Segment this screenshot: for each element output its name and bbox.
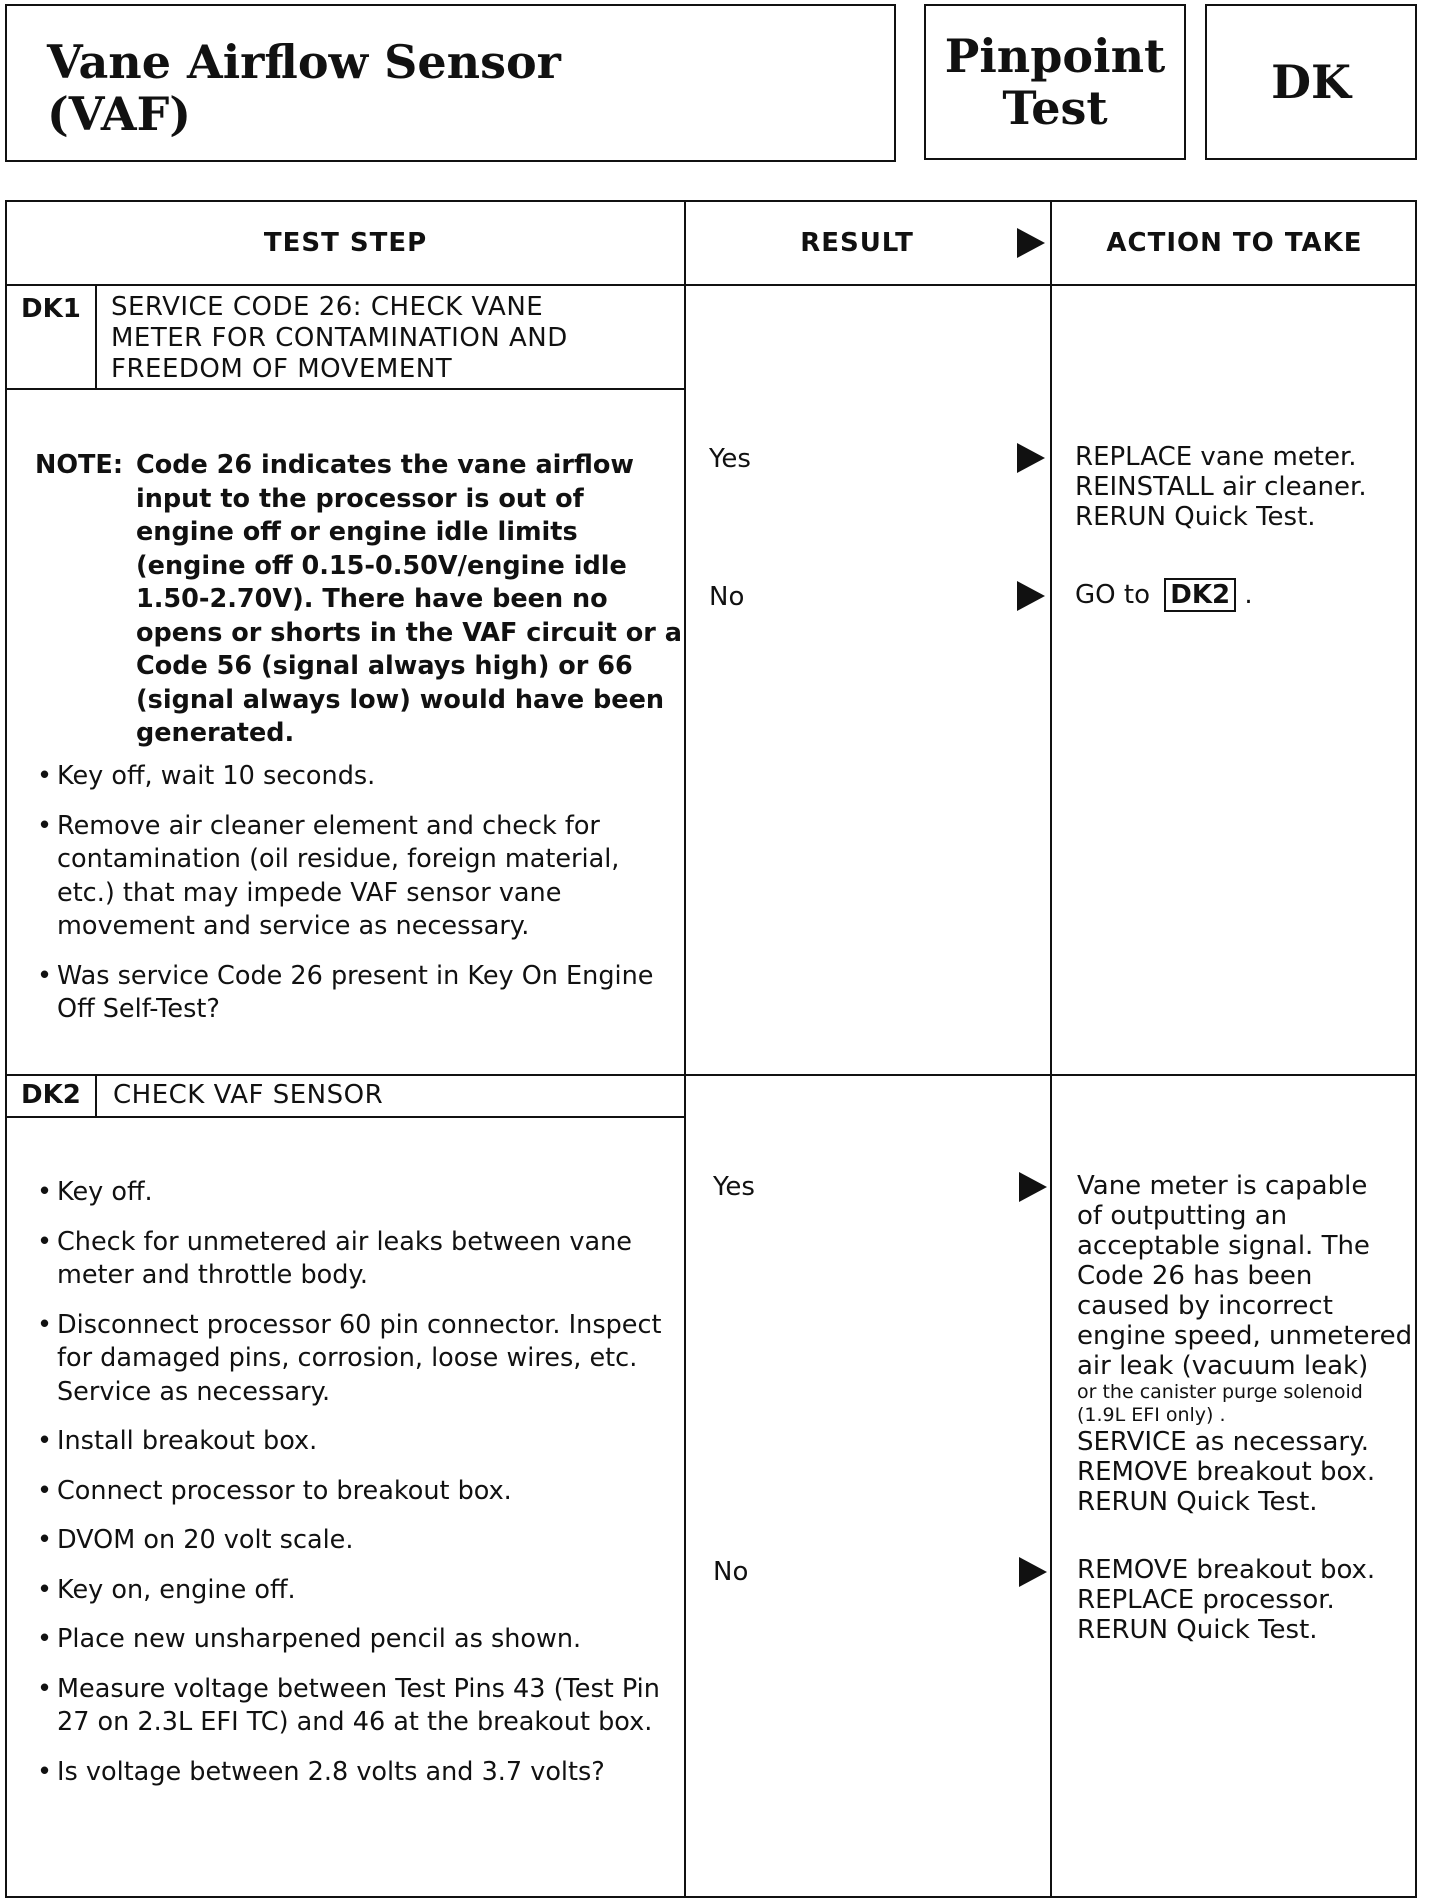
list-item: • Disconnect processor 60 pin connector. Inspect for damaged pins, corrosion, loose wires, etc. Service as necessary.: [37, 1309, 677, 1410]
goto-text: GO to: [1075, 580, 1150, 610]
arrow-icon: [1017, 443, 1045, 473]
dk2-action-yes: [1077, 1171, 1412, 1517]
test-type-box: [924, 4, 1186, 160]
arrow-icon: [1019, 1172, 1047, 1202]
column-header-action: ACTION TO TAKE: [1106, 228, 1363, 258]
action-line: Vane meter is capable: [1077, 1171, 1368, 1201]
step-title-dk1: [111, 292, 568, 385]
test-type-line-1: Pinpoint: [944, 29, 1166, 83]
action-line: caused by incorrect: [1077, 1291, 1333, 1321]
step-title-line: SERVICE CODE 26: CHECK VANE: [111, 292, 544, 322]
dk1-result-no: No: [709, 582, 745, 612]
action-line: engine speed, unmetered: [1077, 1321, 1413, 1351]
row-divider: [7, 1074, 1415, 1076]
goto-suffix: .: [1244, 580, 1253, 610]
header-divider: [7, 284, 1415, 286]
action-line: RERUN Quick Test.: [1077, 1615, 1318, 1645]
arrow-icon: [1019, 1557, 1047, 1587]
note-text: Code 26 indicates the vane airflow input to the processor is out of engine off or engine idle limits (engine off 0.15-0.50V/engine idle 1.50-2.70V). There have been no opens or shorts in the VAF circuit or a Code 56 (signal always high) or 66 (signal always low) would have been generated.: [136, 450, 682, 748]
step-title-underline: [7, 1116, 684, 1118]
step-title-dk2: CHECK VAF SENSOR: [113, 1080, 384, 1110]
dk2-action-no: [1077, 1555, 1375, 1645]
list-item: • Key off, wait 10 seconds.: [37, 760, 677, 794]
arrow-icon: [1017, 581, 1045, 611]
test-code-box: [1205, 4, 1417, 160]
arrow-icon: [1017, 228, 1045, 258]
action-line: Code 26 has been: [1077, 1261, 1313, 1291]
action-line: of outputting an: [1077, 1201, 1288, 1231]
dk2-result-no: No: [713, 1557, 749, 1587]
list-item: • Key off.: [37, 1176, 677, 1210]
dk1-instructions: [37, 760, 677, 1043]
step-code-divider: [95, 1074, 97, 1116]
step-code-divider: [95, 284, 97, 388]
action-line: RERUN Quick Test.: [1075, 502, 1316, 532]
list-item: • Measure voltage between Test Pins 43 (Test Pin 27 on 2.3L EFI TC) and 46 at the breakout box.: [37, 1673, 677, 1740]
page-title-line-1: Vane Airflow Sensor: [47, 35, 561, 89]
action-line: air leak (vacuum leak): [1077, 1351, 1369, 1381]
pinpoint-table: [5, 200, 1417, 1898]
column-header-result-label: RESULT: [800, 228, 914, 258]
dk2-instructions: [37, 1176, 677, 1805]
action-line: REPLACE processor.: [1077, 1585, 1335, 1615]
step-code-dk2: DK2: [21, 1080, 81, 1110]
action-line: REINSTALL air cleaner.: [1075, 472, 1367, 502]
dk2-result-yes: Yes: [713, 1172, 755, 1202]
action-note-line: (1.9L EFI only) .: [1077, 1404, 1226, 1426]
column-divider: [1050, 202, 1052, 1896]
step-title-line: METER FOR CONTAMINATION AND: [111, 323, 568, 353]
dk1-result-yes: Yes: [709, 444, 751, 474]
list-item: • DVOM on 20 volt scale.: [37, 1524, 677, 1558]
action-line: RERUN Quick Test.: [1077, 1487, 1318, 1517]
dk1-action-yes: [1075, 442, 1367, 532]
list-item: • Install breakout box.: [37, 1425, 677, 1459]
action-note-line: or the canister purge solenoid: [1077, 1381, 1363, 1403]
test-type-line-2: Test: [1002, 81, 1108, 135]
page-title-line-2: (VAF): [47, 87, 191, 141]
step-title-underline: [7, 388, 684, 390]
dk1-action-no: [1075, 580, 1253, 610]
test-code: DK: [1271, 55, 1351, 109]
action-line: REPLACE vane meter.: [1075, 442, 1357, 472]
note-label: NOTE:: [35, 450, 124, 480]
action-line: REMOVE breakout box.: [1077, 1457, 1376, 1487]
column-header-test-step: TEST STEP: [263, 228, 428, 258]
action-line: SERVICE as necessary.: [1077, 1427, 1370, 1457]
goto-step-link[interactable]: DK2: [1164, 578, 1236, 612]
action-line: acceptable signal. The: [1077, 1231, 1370, 1261]
action-line: REMOVE breakout box.: [1077, 1555, 1376, 1585]
step-code-dk1: DK1: [21, 294, 81, 324]
dk1-note: [35, 449, 685, 751]
list-item: • Place new unsharpened pencil as shown.: [37, 1623, 677, 1657]
column-header-result: [684, 202, 1050, 284]
step-title-line: FREEDOM OF MOVEMENT: [111, 354, 453, 384]
list-item: • Check for unmetered air leaks between vane meter and throttle body.: [37, 1226, 677, 1293]
page-title: [5, 4, 896, 162]
list-item: • Remove air cleaner element and check for contamination (oil residue, foreign material, etc.) that may impede VAF sensor vane movement and service as necessary.: [37, 810, 677, 944]
list-item: • Was service Code 26 present in Key On Engine Off Self-Test?: [37, 960, 677, 1027]
list-item: • Is voltage between 2.8 volts and 3.7 volts?: [37, 1756, 677, 1790]
list-item: • Key on, engine off.: [37, 1574, 677, 1608]
list-item: • Connect processor to breakout box.: [37, 1475, 677, 1509]
